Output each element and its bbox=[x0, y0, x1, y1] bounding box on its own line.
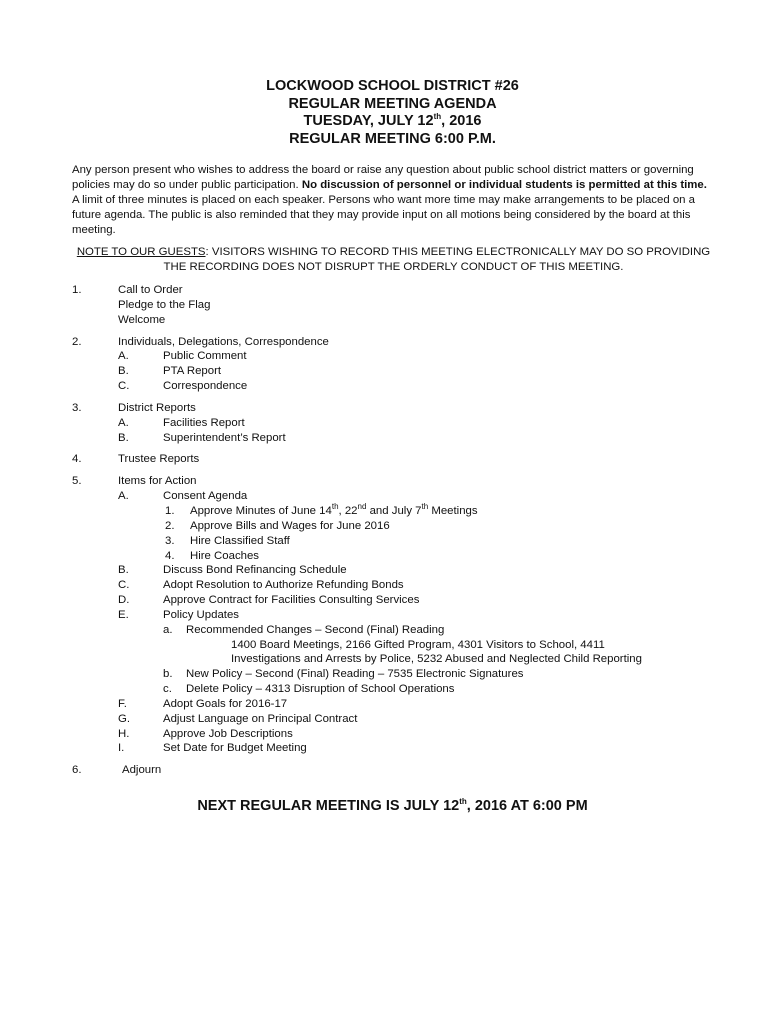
agenda-item bbox=[0, 474, 770, 489]
public-participation-paragraph bbox=[72, 163, 712, 238]
consent-item bbox=[0, 504, 770, 519]
consent-text: Approve Bills and Wages for June 2016 bbox=[190, 519, 390, 532]
document-header bbox=[0, 78, 770, 148]
sub-item bbox=[0, 593, 770, 608]
policy-text: New Policy – Second (Final) Reading – 7535 Electronic Signatures bbox=[186, 668, 524, 681]
policy-item bbox=[0, 667, 770, 682]
agenda-item-line bbox=[0, 313, 770, 328]
intro-text-1: Any person present who wishes to address the board or raise any question about public school district matters or governing policies may do so under public participation. bbox=[72, 164, 694, 191]
item-title: District Reports bbox=[118, 401, 196, 414]
guest-note-text: : VISITORS WISHING TO RECORD THIS MEETING ELECTRONICALLY MAY DO SO PROVIDING THE RECORDING DOES NOT DISRUPT THE ORDERLY CONDUCT OF THIS MEETING. bbox=[163, 246, 711, 273]
sub-item-text: Approve Job Descriptions bbox=[163, 727, 293, 740]
sub-item-letter: F. bbox=[118, 697, 127, 710]
policy-detail-text: 1400 Board Meetings, 2166 Gifted Program, 4301 Visitors to School, 4411 bbox=[231, 638, 605, 651]
next-meeting-text: NEXT REGULAR MEETING IS JULY 12 bbox=[197, 798, 460, 814]
policy-detail bbox=[0, 638, 770, 653]
policy-letter: c. bbox=[163, 683, 172, 696]
consent-text-part: Meetings bbox=[428, 504, 478, 517]
ordinal-suffix: th bbox=[331, 502, 339, 512]
consent-text: Hire Classified Staff bbox=[190, 534, 290, 547]
ordinal-suffix: th bbox=[421, 502, 429, 512]
intro-text-2: A limit of three minutes is placed on each speaker. Persons who want more time may make arrangements to be placed on a future agenda. The public is also reminded that they may provide input on all motions being considered by the board at this meeting. bbox=[72, 193, 696, 236]
guest-note-label: NOTE TO OUR GUESTS bbox=[76, 246, 206, 258]
sub-item bbox=[0, 578, 770, 593]
sub-item bbox=[0, 349, 770, 364]
consent-text-part: , 22 bbox=[338, 504, 358, 517]
sub-item-letter: B. bbox=[118, 564, 129, 577]
sub-item-letter: C. bbox=[118, 579, 130, 592]
agenda-item bbox=[0, 283, 770, 298]
sub-item bbox=[0, 697, 770, 712]
sub-item bbox=[0, 489, 770, 504]
policy-text: Recommended Changes – Second (Final) Reading bbox=[186, 623, 445, 636]
consent-item bbox=[0, 549, 770, 564]
sub-item-letter: E. bbox=[118, 608, 129, 621]
sub-item-text: Adjust Language on Principal Contract bbox=[163, 712, 358, 725]
meeting-date bbox=[0, 113, 770, 131]
sub-item-text: Superintendent’s Report bbox=[163, 431, 286, 444]
sub-item-letter: I. bbox=[118, 742, 125, 755]
next-meeting-notice bbox=[0, 798, 770, 814]
sub-item-letter: H. bbox=[118, 727, 130, 740]
sub-item bbox=[0, 563, 770, 578]
consent-number: 4. bbox=[165, 549, 175, 562]
sub-item bbox=[0, 727, 770, 742]
agenda-item bbox=[0, 763, 770, 778]
agenda-title: REGULAR MEETING AGENDA bbox=[288, 95, 497, 112]
sub-item-letter: A. bbox=[118, 490, 129, 503]
sub-item-text: Consent Agenda bbox=[163, 490, 248, 503]
date-suffix: th bbox=[459, 797, 467, 807]
item-number: 4. bbox=[72, 453, 82, 466]
consent-number: 3. bbox=[165, 534, 175, 547]
sub-item-text: Adopt Resolution to Authorize Refunding Bonds bbox=[163, 579, 404, 592]
ordinal-suffix: nd bbox=[357, 502, 367, 512]
agenda-item bbox=[0, 401, 770, 416]
intro-bold-text: No discussion of personnel or individual students is permitted at this time. bbox=[301, 178, 707, 191]
agenda-item bbox=[0, 452, 770, 467]
consent-item bbox=[0, 534, 770, 549]
item-number: 5. bbox=[72, 475, 82, 488]
sub-item-text: Facilities Report bbox=[163, 416, 245, 429]
sub-item bbox=[0, 741, 770, 756]
consent-number: 2. bbox=[165, 519, 175, 532]
consent-number: 1. bbox=[165, 504, 175, 517]
sub-item-text: PTA Report bbox=[163, 365, 222, 378]
item-number: 1. bbox=[72, 284, 82, 296]
item-title: Adjourn bbox=[122, 764, 162, 777]
sub-item-letter: A. bbox=[118, 350, 129, 363]
policy-letter: a. bbox=[163, 623, 173, 636]
sub-item-letter: B. bbox=[118, 365, 129, 378]
sub-item bbox=[0, 379, 770, 394]
sub-item-letter: D. bbox=[118, 594, 130, 607]
meeting-time: REGULAR MEETING 6:00 P.M. bbox=[289, 130, 496, 147]
item-title: Individuals, Delegations, Correspondence bbox=[118, 335, 329, 348]
sub-item-text: Set Date for Budget Meeting bbox=[163, 742, 307, 755]
agenda-item-line bbox=[0, 298, 770, 313]
policy-item bbox=[0, 623, 770, 638]
item-number: 3. bbox=[72, 401, 82, 414]
item-title: Call to Order bbox=[118, 284, 183, 296]
sub-item bbox=[0, 364, 770, 379]
sub-item-letter: G. bbox=[118, 712, 131, 725]
policy-text: Delete Policy – 4313 Disruption of School Operations bbox=[186, 683, 455, 696]
meeting-date-text: TUESDAY, JULY 12 bbox=[303, 113, 434, 129]
next-meeting-time: , 2016 AT 6:00 PM bbox=[466, 798, 588, 814]
sub-item-text: Discuss Bond Refinancing Schedule bbox=[163, 564, 347, 577]
sub-item bbox=[0, 712, 770, 727]
sub-item-letter: C. bbox=[118, 380, 130, 393]
sub-item bbox=[0, 431, 770, 446]
consent-text-part: Approve Minutes of June 14 bbox=[190, 504, 332, 517]
consent-text bbox=[190, 504, 478, 519]
consent-text-part: and July 7 bbox=[366, 504, 422, 517]
sub-item-letter: A. bbox=[118, 416, 129, 429]
policy-detail bbox=[0, 652, 770, 667]
item-title: Items for Action bbox=[118, 475, 197, 488]
sub-item bbox=[0, 416, 770, 431]
item-title: Trustee Reports bbox=[118, 453, 200, 466]
item-number: 6. bbox=[72, 764, 82, 777]
date-suffix: th bbox=[433, 112, 442, 122]
item-title: Pledge to the Flag bbox=[118, 298, 211, 311]
sub-item-text: Approve Contract for Facilities Consulting Services bbox=[163, 594, 420, 607]
meeting-year: , 2016 bbox=[441, 113, 482, 129]
item-number: 2. bbox=[72, 335, 82, 348]
policy-letter: b. bbox=[163, 668, 173, 681]
item-title: Welcome bbox=[118, 313, 166, 326]
consent-item bbox=[0, 519, 770, 534]
sub-item-text: Adopt Goals for 2016-17 bbox=[163, 697, 288, 710]
guest-note bbox=[72, 245, 715, 275]
policy-detail-text: Investigations and Arrests by Police, 5232 Abused and Neglected Child Reporting bbox=[231, 653, 642, 666]
policy-item bbox=[0, 682, 770, 697]
agenda-list bbox=[0, 283, 770, 778]
sub-item bbox=[0, 608, 770, 623]
district-name: LOCKWOOD SCHOOL DISTRICT #26 bbox=[266, 78, 519, 94]
sub-item-text: Public Comment bbox=[163, 350, 247, 363]
agenda-item bbox=[0, 335, 770, 350]
consent-text: Hire Coaches bbox=[190, 549, 260, 562]
sub-item-letter: B. bbox=[118, 431, 129, 444]
sub-item-text: Policy Updates bbox=[163, 608, 239, 621]
sub-item-text: Correspondence bbox=[163, 380, 248, 393]
